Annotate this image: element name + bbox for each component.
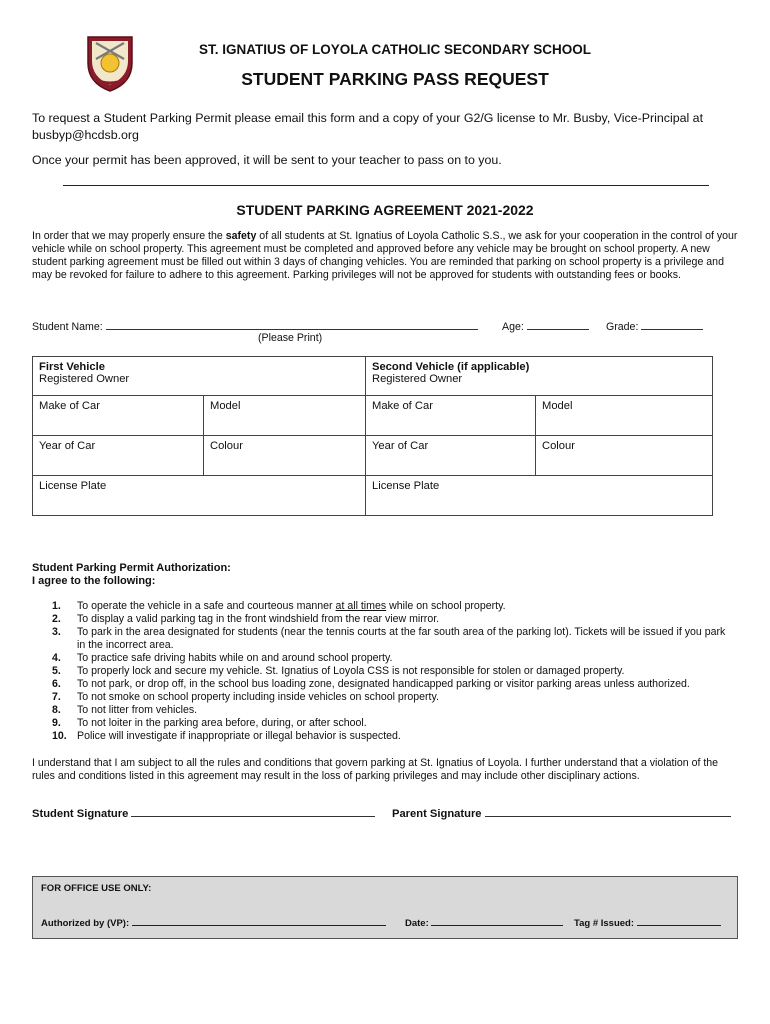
- student-signature-field[interactable]: Student Signature: [32, 806, 375, 820]
- list-item: 4. To practice safe driving habits while on and around school property.: [52, 652, 393, 664]
- intro-approval-note: Once your permit has been approved, it will be sent to your teacher to pass on to you.: [32, 153, 502, 167]
- age-field[interactable]: Age:: [502, 319, 589, 333]
- second-year-label: Year of Car: [372, 440, 429, 452]
- list-item: 10. Police will investigate if inappropriate or illegal behavior is suspected.: [52, 730, 401, 742]
- first-colour-label: Colour: [210, 440, 243, 452]
- second-colour-cell[interactable]: [536, 436, 713, 476]
- first-registered-owner-label: Registered Owner: [39, 373, 130, 385]
- intro-instructions: To request a Student Parking Permit please email this form and a copy of your G2/G license to Mr. Busby, Vice-Principal at busbyp@hcdsb.org: [32, 111, 704, 142]
- second-make-label: Make of Car: [372, 400, 433, 412]
- list-item: 7. To not smoke on school property including inside vehicles on school property.: [52, 691, 439, 703]
- office-use-box: [32, 876, 738, 939]
- list-item: 3. To park in the area designated for students (near the tennis courts at the far south area of the parking lot). Tickets will be issued if you park in the incorrect area.: [52, 626, 726, 651]
- student-signature-input[interactable]: [131, 806, 375, 817]
- first-plate-label: License Plate: [39, 480, 107, 492]
- first-plate-cell[interactable]: [33, 476, 366, 516]
- list-item: 6. To not park, or drop off, in the school bus loading zone, designated handicapped parking or visitor parking areas unless authorized.: [52, 678, 690, 690]
- first-make-cell[interactable]: [33, 396, 204, 436]
- vehicle-table: [32, 356, 713, 516]
- first-vehicle-owner-cell[interactable]: [33, 357, 366, 396]
- first-model-cell[interactable]: [204, 396, 366, 436]
- school-name: ST. IGNATIUS OF LOYOLA CATHOLIC SECONDARY SCHOOL: [198, 42, 591, 57]
- first-make-label: Make of Car: [39, 400, 100, 412]
- student-name-field[interactable]: Student Name:: [32, 319, 478, 333]
- list-item: 9. To not loiter in the parking area before, during, or after school.: [52, 717, 367, 729]
- date-input[interactable]: [431, 915, 563, 926]
- authorization-heading: [32, 562, 231, 588]
- parent-signature-input[interactable]: [485, 806, 731, 817]
- date-field[interactable]: Date:: [405, 915, 563, 929]
- second-plate-label: License Plate: [372, 480, 440, 492]
- second-vehicle-title: Second Vehicle (if applicable): [372, 361, 530, 373]
- agreement-title: STUDENT PARKING AGREEMENT 2021-2022: [236, 202, 534, 218]
- tag-issued-input[interactable]: [637, 915, 721, 926]
- grade-field[interactable]: Grade:: [606, 319, 703, 333]
- list-item: 1. To operate the vehicle in a safe and courteous manner at all times while on school property.: [52, 600, 506, 612]
- parent-signature-field[interactable]: Parent Signature: [392, 806, 731, 820]
- second-plate-cell[interactable]: [366, 476, 713, 516]
- rules-list: [32, 600, 732, 743]
- closing-statement: I understand that I am subject to all the rules and conditions that govern parking at St. Ignatius of Loyola. I further understand that a violation of the rules and conditions listed in this agreement may result in the loss of parking privileges and may include other disciplinary actions.: [32, 757, 719, 782]
- second-vehicle-owner-cell[interactable]: [366, 357, 713, 396]
- page-title: STUDENT PARKING PASS REQUEST: [241, 69, 549, 89]
- authorized-by-field[interactable]: Authorized by (VP):: [41, 915, 386, 929]
- student-name-input[interactable]: [106, 319, 478, 330]
- second-registered-owner-label: Registered Owner: [372, 373, 463, 385]
- second-model-label: Model: [542, 400, 573, 412]
- tag-issued-field[interactable]: Tag # Issued:: [574, 915, 721, 929]
- authorized-by-input[interactable]: [132, 915, 386, 926]
- authorization-subtitle: I agree to the following:: [32, 575, 156, 587]
- authorization-title: Student Parking Permit Authorization:: [32, 562, 231, 574]
- first-model-label: Model: [210, 400, 241, 412]
- first-year-label: Year of Car: [39, 440, 96, 452]
- first-colour-cell[interactable]: [204, 436, 366, 476]
- agreement-text: In order that we may properly ensure the safety of all students at St. Ignatius of Loyola Catholic S.S., we ask for your cooperation in the control of your vehicle while on school property. This agreement must be completed and approved before any vehicle may be brought on school property. A new student parking agreement must be filled out within 3 days of changing vehicles. You are reminded that parking on school property is a privilege and may be revoked for failure to adhere to this agreement. Parking privileges will not be approved for students with outstanding fees or books.: [32, 230, 738, 281]
- grade-input[interactable]: [641, 319, 703, 330]
- first-vehicle-title: First Vehicle: [39, 361, 105, 373]
- office-use-title: FOR OFFICE USE ONLY:: [41, 883, 152, 894]
- list-item: 8. To not litter from vehicles.: [52, 704, 198, 716]
- divider: [63, 185, 709, 186]
- second-year-cell[interactable]: [366, 436, 536, 476]
- second-model-cell[interactable]: [536, 396, 713, 436]
- first-year-cell[interactable]: [33, 436, 204, 476]
- please-print-note: (Please Print): [258, 332, 323, 344]
- list-item: 5. To properly lock and secure my vehicle. St. Ignatius of Loyola CSS is not responsible for stolen or damaged property.: [52, 665, 625, 677]
- second-make-cell[interactable]: [366, 396, 536, 436]
- second-colour-label: Colour: [542, 440, 575, 452]
- list-item: 2. To display a valid parking tag in the front windshield from the rear view mirror.: [52, 613, 440, 625]
- age-input[interactable]: [527, 319, 589, 330]
